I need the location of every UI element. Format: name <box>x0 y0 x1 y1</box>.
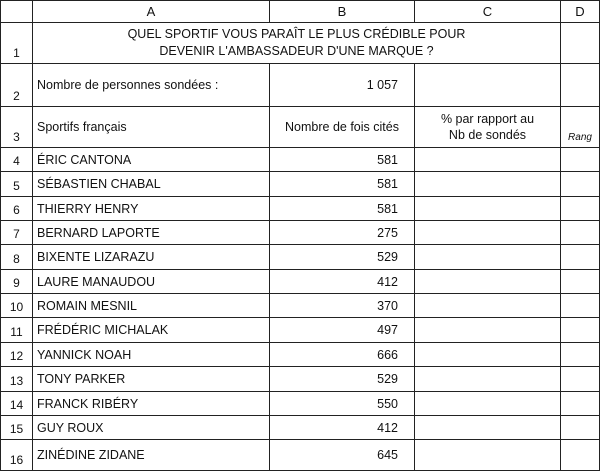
citations-count-cell[interactable]: 581 <box>269 171 415 197</box>
header-pourcentage[interactable] <box>414 106 561 148</box>
title-line-1: QUEL SPORTIF VOUS PARAÎT LE PLUS CRÉDIBLE POUR <box>127 27 466 41</box>
percentage-cell[interactable] <box>414 317 561 343</box>
row-header[interactable]: 10 <box>0 293 33 318</box>
athlete-name-cell[interactable]: SÉBASTIEN CHABAL <box>32 171 270 197</box>
row-header[interactable]: 12 <box>0 342 33 367</box>
athlete-name-cell[interactable]: ZINÉDINE ZIDANE <box>32 439 270 471</box>
title-line-2: DEVENIR L'AMBASSADEUR D'UNE MARQUE ? <box>159 44 434 58</box>
column-header-c[interactable]: C <box>414 0 561 23</box>
row-header[interactable]: 7 <box>0 220 33 245</box>
percentage-cell[interactable] <box>414 196 561 221</box>
rank-cell[interactable] <box>560 147 600 172</box>
cell-d2[interactable] <box>560 63 600 107</box>
percentage-cell[interactable] <box>414 415 561 440</box>
row-header-1[interactable]: 1 <box>0 22 33 64</box>
athlete-name-cell[interactable]: TONY PARKER <box>32 366 270 392</box>
athlete-name-cell[interactable]: ROMAIN MESNIL <box>32 293 270 318</box>
athlete-name-cell[interactable]: FRANCK RIBÉRY <box>32 391 270 416</box>
rank-cell[interactable] <box>560 342 600 367</box>
citations-count-cell[interactable]: 412 <box>269 415 415 440</box>
header-rang[interactable]: Rang <box>560 106 600 148</box>
row-header[interactable]: 5 <box>0 171 33 197</box>
row-header[interactable]: 9 <box>0 269 33 294</box>
citations-count-cell[interactable]: 275 <box>269 220 415 245</box>
citations-count-cell[interactable]: 550 <box>269 391 415 416</box>
column-header-a[interactable]: A <box>32 0 270 23</box>
cell-c2[interactable] <box>414 63 561 107</box>
athlete-name-cell[interactable]: THIERRY HENRY <box>32 196 270 221</box>
row-header[interactable]: 14 <box>0 391 33 416</box>
percentage-cell[interactable] <box>414 439 561 471</box>
row-header[interactable]: 8 <box>0 244 33 270</box>
column-header-b[interactable]: B <box>269 0 415 23</box>
percentage-cell[interactable] <box>414 293 561 318</box>
percentage-cell[interactable] <box>414 220 561 245</box>
percentage-cell[interactable] <box>414 244 561 270</box>
row-header[interactable]: 15 <box>0 415 33 440</box>
citations-count-cell[interactable]: 581 <box>269 147 415 172</box>
percentage-cell[interactable] <box>414 171 561 197</box>
athlete-name-cell[interactable]: LAURE MANAUDOU <box>32 269 270 294</box>
citations-count-cell[interactable]: 497 <box>269 317 415 343</box>
rank-cell[interactable] <box>560 439 600 471</box>
row-header[interactable]: 4 <box>0 147 33 172</box>
citations-count-cell[interactable]: 529 <box>269 366 415 392</box>
surveyed-label[interactable]: Nombre de personnes sondées : <box>32 63 270 107</box>
athlete-name-cell[interactable]: BERNARD LAPORTE <box>32 220 270 245</box>
row-header[interactable]: 13 <box>0 366 33 392</box>
citations-count-cell[interactable]: 529 <box>269 244 415 270</box>
athlete-name-cell[interactable]: GUY ROUX <box>32 415 270 440</box>
cell-d1[interactable] <box>560 22 600 64</box>
citations-count-cell[interactable]: 581 <box>269 196 415 221</box>
percentage-cell[interactable] <box>414 269 561 294</box>
header-pct-line-2: Nb de sondés <box>448 128 527 142</box>
athlete-name-cell[interactable]: ÉRIC CANTONA <box>32 147 270 172</box>
row-header[interactable]: 6 <box>0 196 33 221</box>
corner-cell[interactable] <box>0 0 33 23</box>
citations-count-cell[interactable]: 645 <box>269 439 415 471</box>
rank-cell[interactable] <box>560 269 600 294</box>
athlete-name-cell[interactable]: YANNICK NOAH <box>32 342 270 367</box>
row-header-3[interactable]: 3 <box>0 106 33 148</box>
rank-cell[interactable] <box>560 171 600 197</box>
athlete-name-cell[interactable]: BIXENTE LIZARAZU <box>32 244 270 270</box>
column-header-d[interactable]: D <box>560 0 600 23</box>
rank-cell[interactable] <box>560 220 600 245</box>
percentage-cell[interactable] <box>414 342 561 367</box>
rank-cell[interactable] <box>560 196 600 221</box>
header-pct-line-1: % par rapport au <box>440 112 535 126</box>
rank-cell[interactable] <box>560 415 600 440</box>
rank-cell[interactable] <box>560 244 600 270</box>
row-header[interactable]: 16 <box>0 439 33 471</box>
citations-count-cell[interactable]: 666 <box>269 342 415 367</box>
citations-count-cell[interactable]: 412 <box>269 269 415 294</box>
header-nombre-cites[interactable]: Nombre de fois cités <box>269 106 415 148</box>
rank-cell[interactable] <box>560 391 600 416</box>
percentage-cell[interactable] <box>414 391 561 416</box>
rank-cell[interactable] <box>560 317 600 343</box>
header-sportifs[interactable]: Sportifs français <box>32 106 270 148</box>
percentage-cell[interactable] <box>414 366 561 392</box>
row-header[interactable]: 11 <box>0 317 33 343</box>
surveyed-value[interactable]: 1 057 <box>269 63 415 107</box>
rank-cell[interactable] <box>560 293 600 318</box>
percentage-cell[interactable] <box>414 147 561 172</box>
title-cell[interactable] <box>32 22 561 64</box>
rank-cell[interactable] <box>560 366 600 392</box>
citations-count-cell[interactable]: 370 <box>269 293 415 318</box>
row-header-2[interactable]: 2 <box>0 63 33 107</box>
athlete-name-cell[interactable]: FRÉDÉRIC MICHALAK <box>32 317 270 343</box>
